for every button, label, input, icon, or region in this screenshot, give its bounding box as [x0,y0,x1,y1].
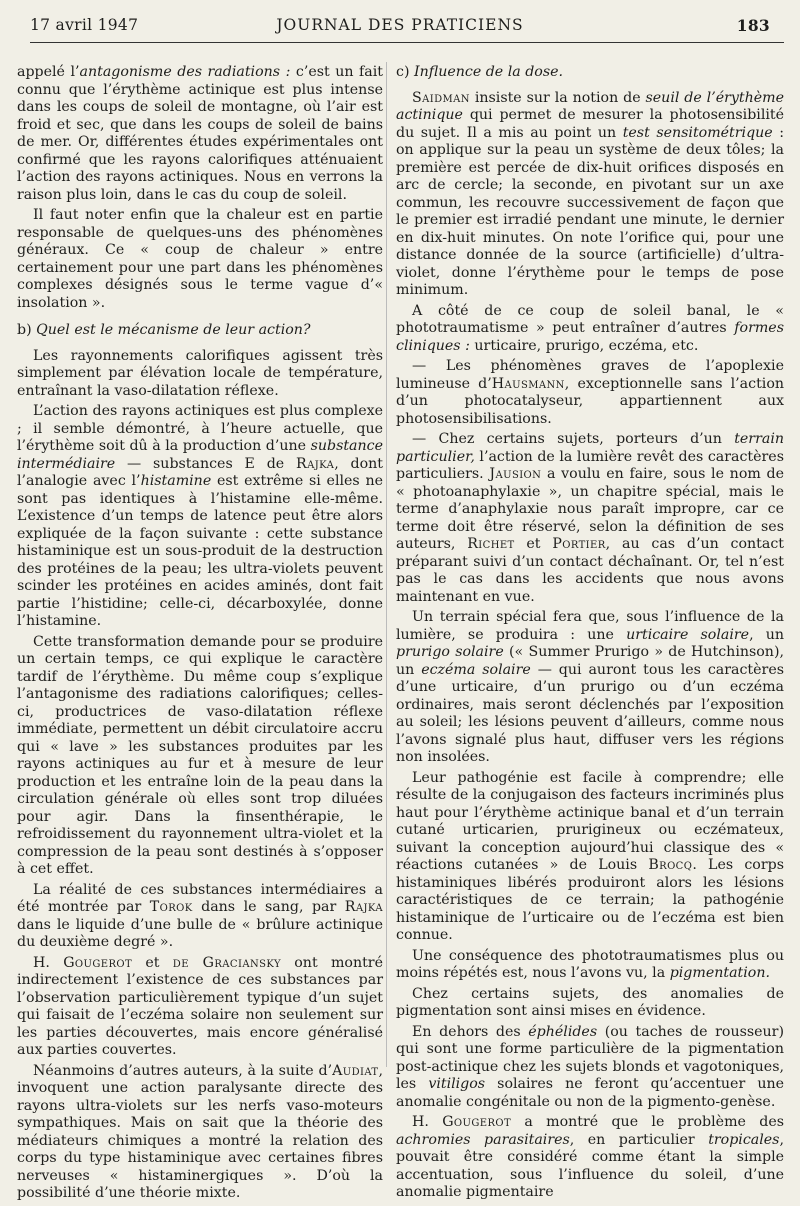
journal-title: JOURNAL DES PRATICIENS [276,16,524,34]
text-run: Leur pathogénie est facile à comprendre; elle résulte de la conjugaison des facteurs incriminés plus haut pour l’érythème actinique banal et d’un terrain cutané urticarien, prurigineux ou eczémateux, suivant la conception aujourd’hui classique des « réactions cutanées » de Louis [396,769,784,873]
text-run: Les rayonnements calorifiques agissent très simplement par élévation locale de température, entraînant la vaso-dilatation réflexe. [17,347,383,399]
text-run: , exceptionnelle sans l’action d’un photocatalyseur, appartiennent aux photosensibilisations. [396,375,784,427]
text-run: c) [396,64,414,80]
text-run: , pouvait être considéré comme étant la simple accentuation, sous l’influence du soleil, d’une anomalie pigmentaire [396,1131,784,1200]
paragraph [396,986,784,1021]
italic-run: test sensitométrique [622,124,773,141]
paragraph [396,770,784,945]
text-run: Cette transformation demande pour se produire un certain temps, ce qui explique le caractère tardif de l’érythème. Du même coup s’explique l’antagonisme des radiations calorifiques; celles-ci, productrices de vaso-dilatation réflexe immédiate, permettent un débit circulatoire accru qui « lave » les substances produites par les rayons actiniques au fur et à mesure de leur production et les entraîne loin de la peau dans la circulation générale où elles sont trop diluées pour agir. Dans la finsenthérapie, le refroidissement du rayonnement ultra-violet et la compression de la peau sont destinés à s’opposer à cet effet. [17,633,383,877]
text-run: appelé l’ [17,64,80,80]
italic-run: Influence de la dose. [414,64,564,80]
text-run: L’action des rayons actiniques est plus complexe ; il semble démontré, à l’heure actuelle, que l’érythème soit dû à la production d’une [17,403,383,454]
italic-run: antagonisme des radiations : [79,64,291,80]
issue-date: 17 avril 1947 [30,16,139,34]
text-run: ont montré indirectement l’existence de ces substances par l’observation particulièrement typique d’un sujet qui faisait de l’eczéma solaire non seulement sur les parties découvertes, mais encore généralisé aux parties couvertes. [17,954,383,1058]
text-run: — Les phénomènes graves de l’apoplexie lumineuse d’ [396,358,784,392]
author-name: Hausmann [491,375,565,392]
author-name: de Graciansky [172,954,281,971]
text-run: Chez certains sujets, des anomalies de pigmentation sont ainsi mises en évidence. [396,985,784,1019]
italic-run: urticaire solaire [626,626,750,643]
text-run: En dehors des [412,1023,529,1040]
text-run: b) [17,322,37,338]
paragraph [17,403,383,631]
text-run: Un terrain spécial fera que, sous l’influence de la lumière, se produira : une [396,609,784,643]
author-name: Brocq [648,857,693,873]
text-run: a voulu en faire, sous le nom de « photoanaphylaxie », un chapitre spécial, mais le terme d’anaphylaxie nous paraît impropre, car ce terme doit être réservé, selon la définition de ses auteurs, [396,466,784,552]
paragraph [17,634,383,879]
paragraph [396,431,784,606]
paragraph [17,207,383,312]
text-run: — qui auront tous les caractères d’une urticaire, d’un prurigo ou d’un eczéma ordinaires, mais seront déclenchés par l’exposition au soleil; les lésions peuvent d’ailleurs, comme nous l’avons signalé plus haut, diffuser vers les régions non insolées. [396,661,784,765]
text-run: — substances E de [115,455,296,472]
text-run: , en particulier [569,1131,709,1148]
left-column [17,64,383,1206]
author-name: Saidman [412,89,470,106]
italic-run: formes cliniques : [396,320,784,354]
paragraph [17,1063,383,1203]
italic-run: tropicales [708,1131,780,1148]
author-name: Audiat [332,1062,379,1079]
text-run: (ou taches de rousseur) qui sont une forme particulière de la pigmentation post-actinique chez les sujets blonds et vagotoniques, les [396,1023,784,1092]
text-run: solaires ne feront qu’accentuer une anomalie congénitale ou non de la pigmento-genèse. [396,1076,784,1110]
text-run: c’est un fait connu que l’érythème actinique est plus intense dans les coups de soleil de montagne, où l’air est froid et sec, que dans les coups de soleil de bains de mer. Or, différentes études expérimentales ont confirmé que les rayons calorifiques atténuaient l’action des rayons actiniques. Nous en verrons la raison plus loin, dans le cas du coup de soleil. [17,64,383,203]
paragraph [396,90,784,300]
italic-run: éphélides [528,1023,598,1040]
italic-run: pigmentation. [669,965,770,981]
text-run: A côté de ce coup de soleil banal, le « phototraumatisme » peut entraîner d’autres [396,302,784,336]
italic-run: vitiligos [428,1076,486,1092]
text-run: dans le liquide d’une bulle de « brûlure actinique du deuxième degré ». [17,916,383,950]
text-run: . Les corps histaminiques libérés produiront alors les lésions caractéristiques de ce terrain; la pathogénie histaminique de l’urticaire ou de l’eczéma est bien connue. [396,857,784,943]
text-run: l’action de la lumière revêt des caractères particuliers. [396,448,784,482]
text-run: et [514,536,553,552]
text-run: , un [749,626,785,643]
text-run: — Chez certains sujets, porteurs d’un [412,431,735,447]
text-run: qui permet de mesurer la photosensibilité du sujet. Il a mis au point un [396,107,784,141]
text-run: (« Summer Prurigo » de Hutchinson), un [396,644,784,678]
section-heading [396,64,784,82]
italic-run: histamine [140,473,212,489]
author-name: Jausion [489,466,542,482]
italic-run: prurigo solaire [396,644,504,660]
right-column [396,64,784,1205]
text-run: insiste sur la notion de [469,89,646,106]
author-name: Gougerot [442,1114,512,1130]
text-run: : on applique sur la peau un système de deux tôles; la première est percée de dix-huit orifices disposés en arc de cercle; la seconde, en pivotant sur un axe commun, les recouvre successivement de façon que le premier est irradié pendant une minute, le dernier en dix-huit minutes. On note l’orifice qui, pour une distance donnée de la source (artificielle) d’ultra-violet, donne l’érythème pour le temps de pose minimum. [396,124,785,298]
text-run: H. [33,954,64,971]
text-run: dans le sang, par [192,899,345,915]
italic-run: terrain particulier, [396,431,784,465]
author-name: Portier [552,536,606,552]
paragraph [17,882,383,952]
text-run: H. [412,1114,443,1130]
text-run: urticaire, prurigo, eczéma, etc. [469,337,699,354]
author-name: Torok [149,899,193,915]
paragraph [396,303,784,356]
header-rule [30,42,784,43]
page-number: 183 [736,16,770,35]
author-name: Rajka [296,455,335,472]
paragraph [396,1024,784,1112]
italic-run: Quel est le mécanisme de leur action? [36,322,311,338]
paragraph [396,609,784,767]
text-run: , dont l’analogie avec l’ [17,455,383,489]
italic-run: substance intermédiaire [17,438,383,472]
italic-run: seuil de l’érythème actinique [396,89,785,123]
paragraph [396,948,784,983]
text-run: et [132,954,173,971]
paragraph [17,348,383,401]
author-name: Richet [467,536,515,552]
column-divider [386,62,387,1067]
text-run: , au cas d’un contact préparant suivi d’un contact déchaînant. Or, tel n’est pas le cas dans les accidents que nous avons maintenant en vue. [396,536,784,605]
section-heading [17,322,383,340]
text-run: La réalité de ces substances intermédiaires a été montrée par [17,881,383,915]
running-header [0,0,800,44]
paragraph [396,358,784,428]
text-run: , invoquent une action paralysante directe des rayons ultra-violets sur les nerfs vaso-moteurs sympathiques. Mais on sait que la théorie des médiateurs chimiques a montré la relation des corps du type histaminique avec certaines fibres nerveuses « histaminergiques ». D’où la possibilité d’une théorie mixte. [17,1062,383,1201]
italic-run: achromies parasitaires [396,1131,570,1148]
paragraph [17,955,383,1060]
paragraph [17,64,383,204]
paragraph [396,1114,784,1202]
text-run: Il faut noter enfin que la chaleur est en partie responsable de quelques-uns des phénomènes généraux. Ce « coup de chaleur » entre certainement pour une part dans les phénomènes complexes désignés sous le terme vague d’« insolation ». [17,207,383,311]
italic-run: eczéma solaire [421,661,531,678]
text-run: Néanmoins d’autres auteurs, à la suite d’ [33,1062,333,1079]
author-name: Gougerot [63,954,133,971]
text-run: Une conséquence des phototraumatismes plus ou moins répétés est, nous l’avons vu, la [396,947,784,981]
author-name: Rajka [344,899,383,915]
text-run: est extrême si elles ne sont pas identiques à l’histamine elle-même. L’existence d’un temps de latence peut être alors expliquée de la façon suivante : cette substance histaminique est un sous-produit de la destruction des protéines de la peau; les ultra-violets peuvent scinder les protéines en acides aminés, dont fait partie l’histidine; celle-ci, décarboxylée, donne l’histamine. [17,473,383,629]
text-run: a montré que le problème des [511,1114,784,1130]
